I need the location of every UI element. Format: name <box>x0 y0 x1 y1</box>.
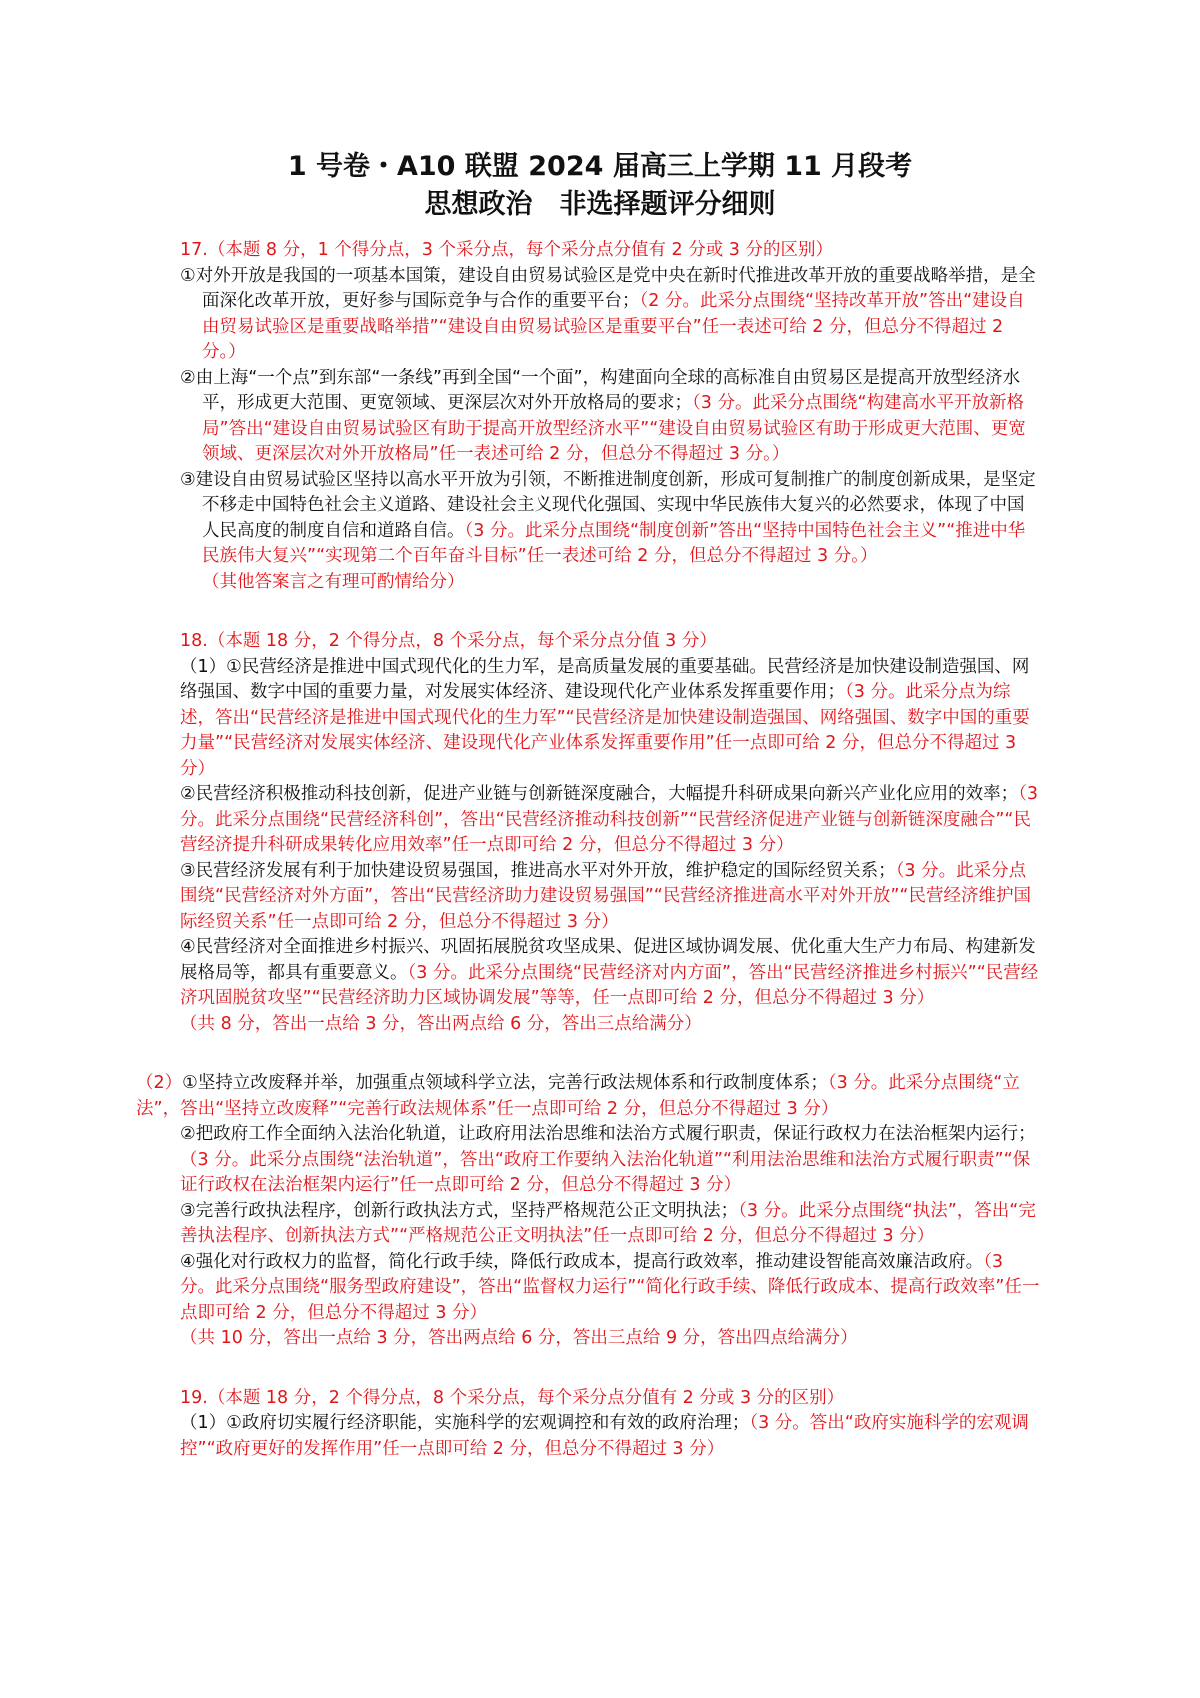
q18-part2-point-2: ②把政府工作全面纳入法治化轨道，让政府用法治思维和法治方式履行职责，保证行政权力在法治框架内运行；（3 分。此采分点围绕“法治轨道”，答出“政府工作要纳入法治化轨道”“利用法治思维和法治方式履行职责”“保证行政权在法治框架内运行”任一点即可给 2 分，但总分不得超过 3 分） <box>180 1124 1036 1195</box>
q17-note: （其他答案言之有理可酌情给分） <box>202 571 465 592</box>
q18-part1-point-4: ④民营经济对全面推进乡村振兴、巩固拓展脱贫攻坚成果、促进区域协调发展、优化重大生产力布局、构建新发展格局等，都具有重要意义。（3 分。此采分点围绕“民营经济对内方面”，答出“民营经济推进乡村振兴”“民营经济巩固脱贫攻坚”“民营经济助力区域协调发展”等等，任一点即可给 2 分，但总分不得超过 3 分） <box>180 937 1039 1008</box>
q19-header: 19.（本题 18 分，2 个得分点，8 个采分点，每个采分点分值有 2 分或 3 分的区别） <box>180 1387 845 1408</box>
question-18 <box>136 629 1040 1352</box>
doc-title: 1 号卷・A10 联盟 2024 届高三上学期 11 月段考 <box>287 151 913 182</box>
q18-header: 18.（本题 18 分，2 个得分点，8 个采分点，每个采分点分值 3 分） <box>180 631 717 651</box>
q17-header: 17.（本题 8 分，1 个得分点，3 个采分点，每个采分点分值有 2 分或 3 分的区别） <box>180 240 834 260</box>
q18-part1-total: （共 8 分，答出一点给 3 分，答出两点给 6 分，答出三点给满分） <box>180 1013 702 1034</box>
q18-part2-point-1: （2）①坚持立改废释并举，加强重点领域科学立法，完善行政法规体系和行政制度体系；（3 分。此采分点围绕“立法”，答出“坚持立改废释”“完善行政法规体系”任一点即可给 2 分，但总分不得超过 3 分） <box>136 1073 1020 1119</box>
q17-point-1: ①对外开放是我国的一项基本国策，建设自由贸易试验区是党中央在新时代推进改革开放的重要战略举措，是全面深化改革开放，更好参与国际竞争与合作的重要平台；（2 分。此采分点围绕“坚持改革开放”答出“建设自由贸易试验区是重要战略举措”“建设自由贸易试验区是重要平台”任一表述可给 2 分，但总分不得超过 2 分。） <box>180 265 1036 362</box>
q18-part2-point-4: ④强化对行政权力的监督，简化行政手续，降低行政成本，提高行政效率，推动建设智能高效廉洁政府。（3 分。此采分点围绕“服务型政府建设”，答出“监督权力运行”“简化行政手续、降低行政成本、提高行政效率”任一点即可给 2 分，但总分不得超过 3 分） <box>180 1251 1040 1323</box>
q19-part1-point-1: （1）①政府切实履行经济职能，实施科学的宏观调控和有效的政府治理；（3 分。答出“政府实施科学的宏观调控”“政府更好的发挥作用”任一点即可给 2 分，但总分不得超过 3 分） <box>180 1413 1029 1459</box>
q18-part2 <box>136 1071 1040 1352</box>
q17-point-2: ②由上海“一个点”到东部“一条线”再到全国“一个面”，构建面向全球的高标准自由贸易区是提高开放型经济水平，形成更大范围、更宽领域、更深层次对外开放格局的要求；（3 分。此采分点围绕“构建高水平开放新格局”答出“建设自由贸易试验区有助于提高开放型经济水平”“建设自由贸易试验区有助于形成更大范围、更宽领域、更深层次对外开放格局”任一表述可给 2 分，但总分不得超过 3 分。） <box>180 367 1026 464</box>
q18-part2-body <box>136 1122 1040 1352</box>
q18-part2-label: （2） <box>136 1073 183 1093</box>
question-17 <box>180 238 1040 595</box>
q18-part2-total: （共 10 分，答出一点给 3 分，答出两点给 6 分，答出三点给 9 分，答出四点给满分） <box>180 1328 858 1348</box>
q18-part2-point-3: ③完善行政执法程序，创新行政执法方式，坚持严格规范公正文明执法；（3 分。此采分点围绕“执法”，答出“完善执法程序、创新执法方式”“严格规范公正文明执法”任一点即可给 2 分，但总分不得超过 3 分） <box>180 1200 1036 1246</box>
question-19 <box>180 1386 1040 1463</box>
q18-part1-point-1: （1）①民营经济是推进中国式现代化的生力军，是高质量发展的重要基础。民营经济是加快建设制造强国、网络强国、数字中国的重要力量，对发展实体经济、建设现代化产业体系发挥重要作用；（3 分。此采分点为综述，答出“民营经济是推进中国式现代化的生力军”“民营经济是加快建设制造强国、网络强国、数字中国的重要力量”“民营经济对发展实体经济、建设现代化产业体系发挥重要作用”任一点即可给 2 分，但总分不得超过 3 分） <box>180 656 1030 779</box>
q18-part1-point-3: ③民营经济发展有利于加快建设贸易强国，推进高水平对外开放，维护稳定的国际经贸关系；（3 分。此采分点围绕“民营经济对外方面”，答出“民营经济助力建设贸易强国”“民营经济推进高水平对外开放”“民营经济维护国际经贸关系”任一点即可给 2 分，但总分不得超过 3 分） <box>180 860 1031 932</box>
q18-part1-point-2: ②民营经济积极推动科技创新，促进产业链与创新链深度融合，大幅提升科研成果向新兴产业化应用的效率；（3 分。此采分点围绕“民营经济科创”，答出“民营经济推动科技创新”“民营经济促进产业链与创新链深度融合”“民营经济提升科研成果转化应用效率”任一点即可给 2 分，但总分不得超过 3 分） <box>180 784 1039 855</box>
scoring-content <box>136 238 1040 1462</box>
q17-point-3: ③建设自由贸易试验区坚持以高水平开放为引领，不断推进制度创新，形成可复制推广的制度创新成果，是坚定不移走中国特色社会主义道路、建设社会主义现代化强国、实现中华民族伟大复兴的必然要求，体现了中国人民高度的制度自信和道路自信。（3 分。此采分点围绕“制度创新”答出“坚持中国特色社会主义”“推进中华民族伟大复兴”“实现第二个百年奋斗目标”任一表述可给 2 分，但总分不得超过 3 分。） <box>180 469 1036 566</box>
doc-subtitle: 思想政治 非选择题评分细则 <box>424 189 776 220</box>
